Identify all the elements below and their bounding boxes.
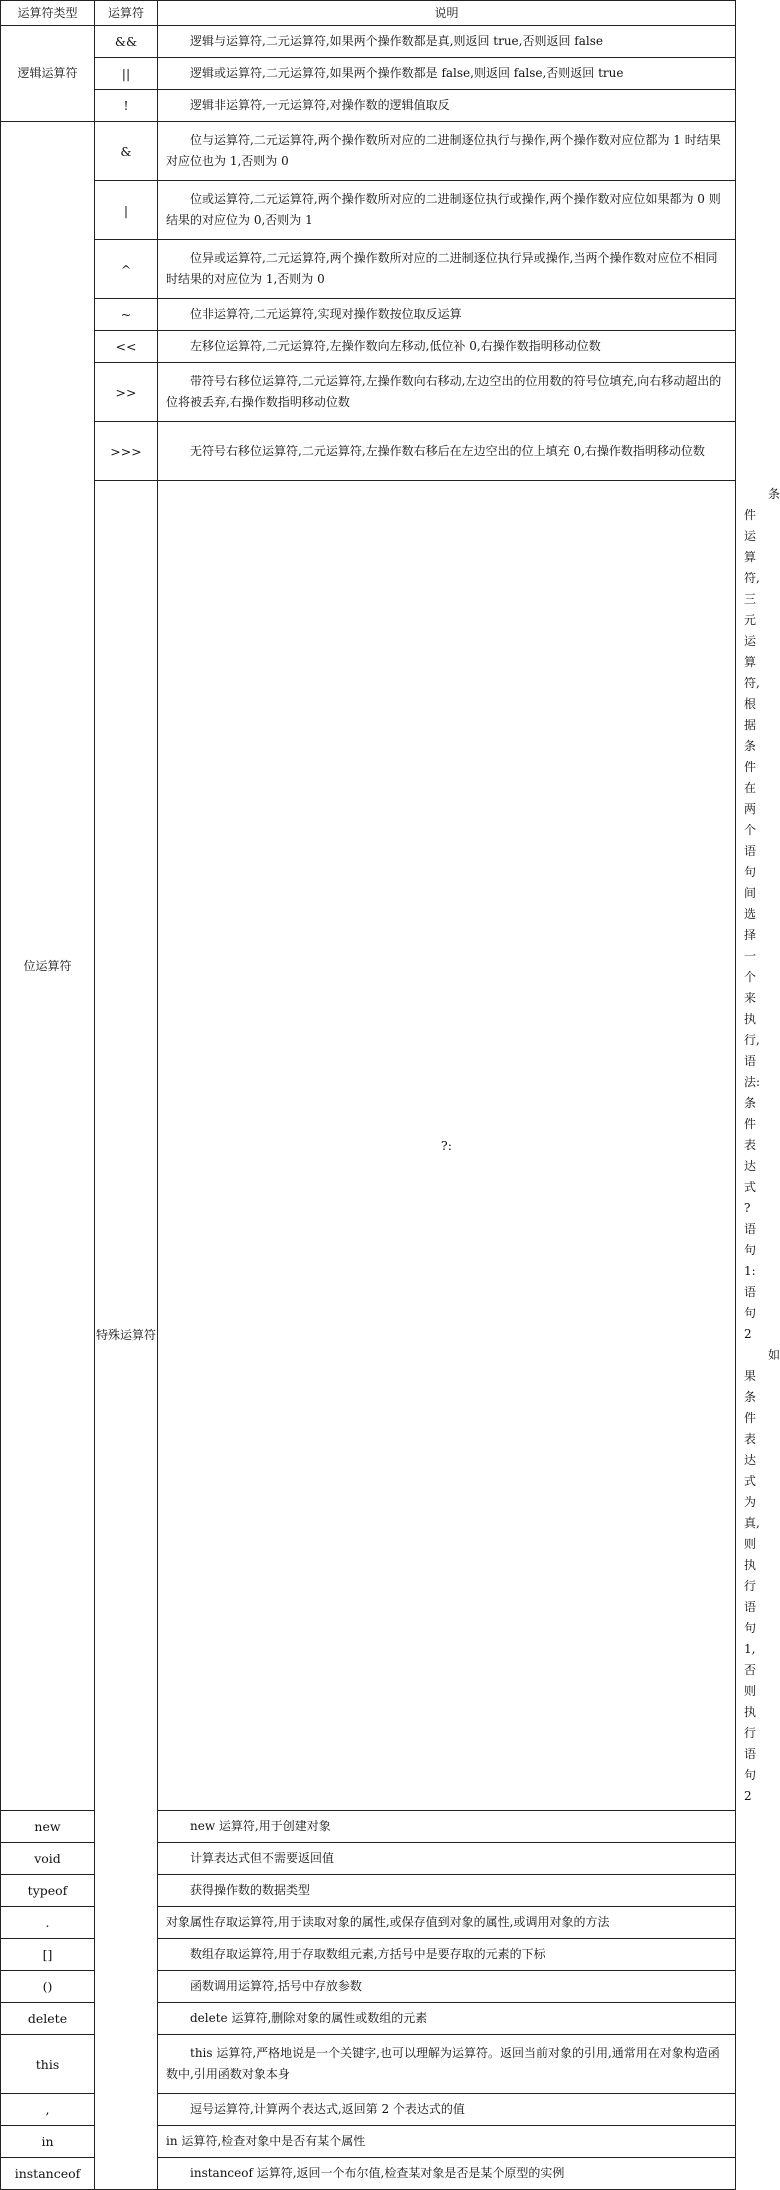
category-cell: 位运算符 xyxy=(1,122,95,1811)
description-cell: new 运算符,用于创建对象 xyxy=(158,1811,736,1843)
header-row xyxy=(1,1,736,26)
description-cell: 位异或运算符,二元运算符,两个操作数所对应的二进制逐位执行异或操作,当两个操作数对应位不相同时结果的对应位为 1,否则为 0 xyxy=(158,240,736,299)
description-cell: 位非运算符,二元运算符,实现对操作数按位取反运算 xyxy=(158,299,736,331)
header-operator: 运算符 xyxy=(95,1,158,26)
category-cell: 特殊运算符 xyxy=(95,481,158,2190)
operator-cell: () xyxy=(1,1971,95,2003)
operator-cell: . xyxy=(1,1907,95,1939)
table-row xyxy=(1,26,736,58)
operator-cell: void xyxy=(1,1843,95,1875)
description-cell: this 运算符,严格地说是一个关键字,也可以理解为运算符。返回当前对象的引用,通常用在对象构造函数中,引用函数对象本身 xyxy=(158,2035,736,2094)
description-cell: 逻辑非运算符,一元运算符,对操作数的逻辑值取反 xyxy=(158,90,736,122)
description-cell: 获得操作数的数据类型 xyxy=(158,1875,736,1907)
operator-cell: ! xyxy=(95,90,158,122)
table-row xyxy=(1,122,736,181)
description-cell: 逗号运算符,计算两个表达式,返回第 2 个表达式的值 xyxy=(158,2094,736,2126)
operator-cell: >> xyxy=(95,363,158,422)
description-cell: 位或运算符,二元运算符,两个操作数所对应的二进制逐位执行或操作,两个操作数对应位如果都为 0 则结果的对应位为 0,否则为 1 xyxy=(158,181,736,240)
operator-cell: && xyxy=(95,26,158,58)
operator-cell: new xyxy=(1,1811,95,1843)
description-cell: 逻辑与运算符,二元运算符,如果两个操作数都是真,则返回 true,否则返回 false xyxy=(158,26,736,58)
description-cell: 计算表达式但不需要返回值 xyxy=(158,1843,736,1875)
table-row xyxy=(1,58,736,90)
table-row xyxy=(1,299,736,331)
description-cell: 数组存取运算符,用于存取数组元素,方括号中是要存取的元素的下标 xyxy=(158,1939,736,1971)
description-cell: 位与运算符,二元运算符,两个操作数所对应的二进制逐位执行与操作,两个操作数对应位都为 1 时结果对应位也为 1,否则为 0 xyxy=(158,122,736,181)
table-row xyxy=(1,331,736,363)
operator-cell: [] xyxy=(1,1939,95,1971)
operator-cell: in xyxy=(1,2126,95,2158)
operator-cell: << xyxy=(95,331,158,363)
operator-cell: || xyxy=(95,58,158,90)
operator-cell: ^ xyxy=(95,240,158,299)
description-cell: 带符号右移位运算符,二元运算符,左操作数向右移动,左边空出的位用数的符号位填充,向右移动超出的位将被丢弃,右操作数指明移动位数 xyxy=(158,363,736,422)
table-row xyxy=(1,181,736,240)
operator-cell: instanceof xyxy=(1,2158,95,2190)
description-cell: 无符号右移位运算符,二元运算符,左操作数右移后在左边空出的位上填充 0,右操作数指明移动位数 xyxy=(158,422,736,481)
operator-cell: ~ xyxy=(95,299,158,331)
description-cell: delete 运算符,删除对象的属性或数组的元素 xyxy=(158,2003,736,2035)
operator-cell: ?: xyxy=(158,481,736,1811)
table-row xyxy=(1,363,736,422)
category-cell: 逻辑运算符 xyxy=(1,26,95,122)
table-row xyxy=(1,240,736,299)
table-row: 特殊运算符 ?: 条件运算符,三元运算符,根据条件在两个语句间选择一个来执行,语法:条件表达式 ? 语句 1:语句 2 如果条件表达式为真,则执行语句 1,否则执行语句 2 xyxy=(1,481,736,1811)
table-row xyxy=(1,422,736,481)
description-cell: 逻辑或运算符,二元运算符,如果两个操作数都是 false,则返回 false,否则返回 true xyxy=(158,58,736,90)
table-row xyxy=(1,90,736,122)
operator-cell: this xyxy=(1,2035,95,2094)
operator-cell: & xyxy=(95,122,158,181)
header-description: 说明 xyxy=(158,1,736,26)
operator-cell: , xyxy=(1,2094,95,2126)
description-cell: instanceof 运算符,返回一个布尔值,检查某对象是否是某个原型的实例 xyxy=(158,2158,736,2190)
header-type: 运算符类型 xyxy=(1,1,95,26)
description-cell: 左移位运算符,二元运算符,左操作数向左移动,低位补 0,右操作数指明移动位数 xyxy=(158,331,736,363)
description-cell: 对象属性存取运算符,用于读取对象的属性,或保存值到对象的属性,或调用对象的方法 xyxy=(158,1907,736,1939)
operator-cell: >>> xyxy=(95,422,158,481)
operator-cell: typeof xyxy=(1,1875,95,1907)
description-cell: in 运算符,检查对象中是否有某个属性 xyxy=(158,2126,736,2158)
description-cell: 函数调用运算符,括号中存放参数 xyxy=(158,1971,736,2003)
operator-cell: delete xyxy=(1,2003,95,2035)
operator-cell: | xyxy=(95,181,158,240)
